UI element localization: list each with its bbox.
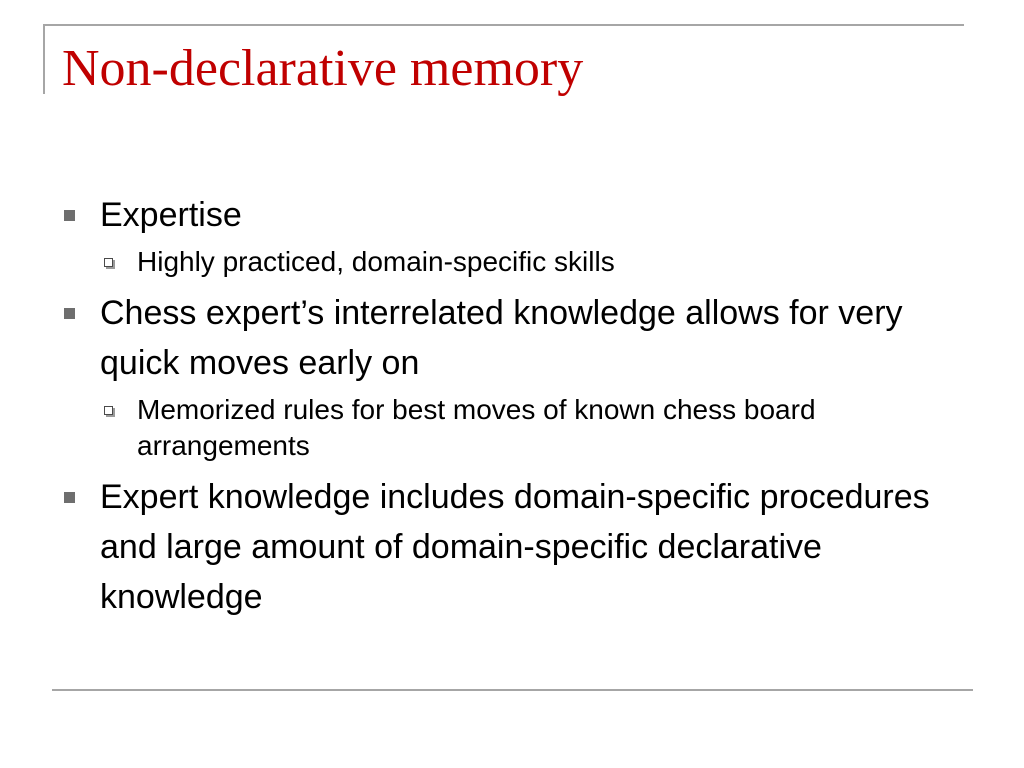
frame-top-line xyxy=(43,24,964,26)
square-bullet-icon xyxy=(64,210,75,221)
bullet-item xyxy=(60,288,980,388)
square-bullet-icon xyxy=(64,308,75,319)
sub-bullet-item xyxy=(60,392,980,464)
bullet-text: Expertise xyxy=(100,196,242,234)
frame-left-line xyxy=(43,24,45,94)
bullet-list xyxy=(60,190,980,622)
hollow-square-bullet-icon xyxy=(104,406,113,415)
sub-bullet-text: Highly practiced, domain-specific skills xyxy=(137,246,615,277)
bullet-item xyxy=(60,190,980,240)
square-bullet-icon xyxy=(64,492,75,503)
slide-title: Non-declarative memory xyxy=(62,40,584,97)
bullet-item xyxy=(60,472,980,622)
bullet-text: Chess expert’s interrelated knowledge allows for very quick moves early on xyxy=(100,294,903,382)
sub-bullet-item xyxy=(60,244,980,280)
sub-bullet-text: Memorized rules for best moves of known chess board arrangements xyxy=(137,394,816,461)
hollow-square-bullet-icon xyxy=(104,258,113,267)
frame-bottom-line xyxy=(52,689,973,691)
bullet-text: Expert knowledge includes domain-specific procedures and large amount of domain-specific declarative knowledge xyxy=(100,478,930,616)
